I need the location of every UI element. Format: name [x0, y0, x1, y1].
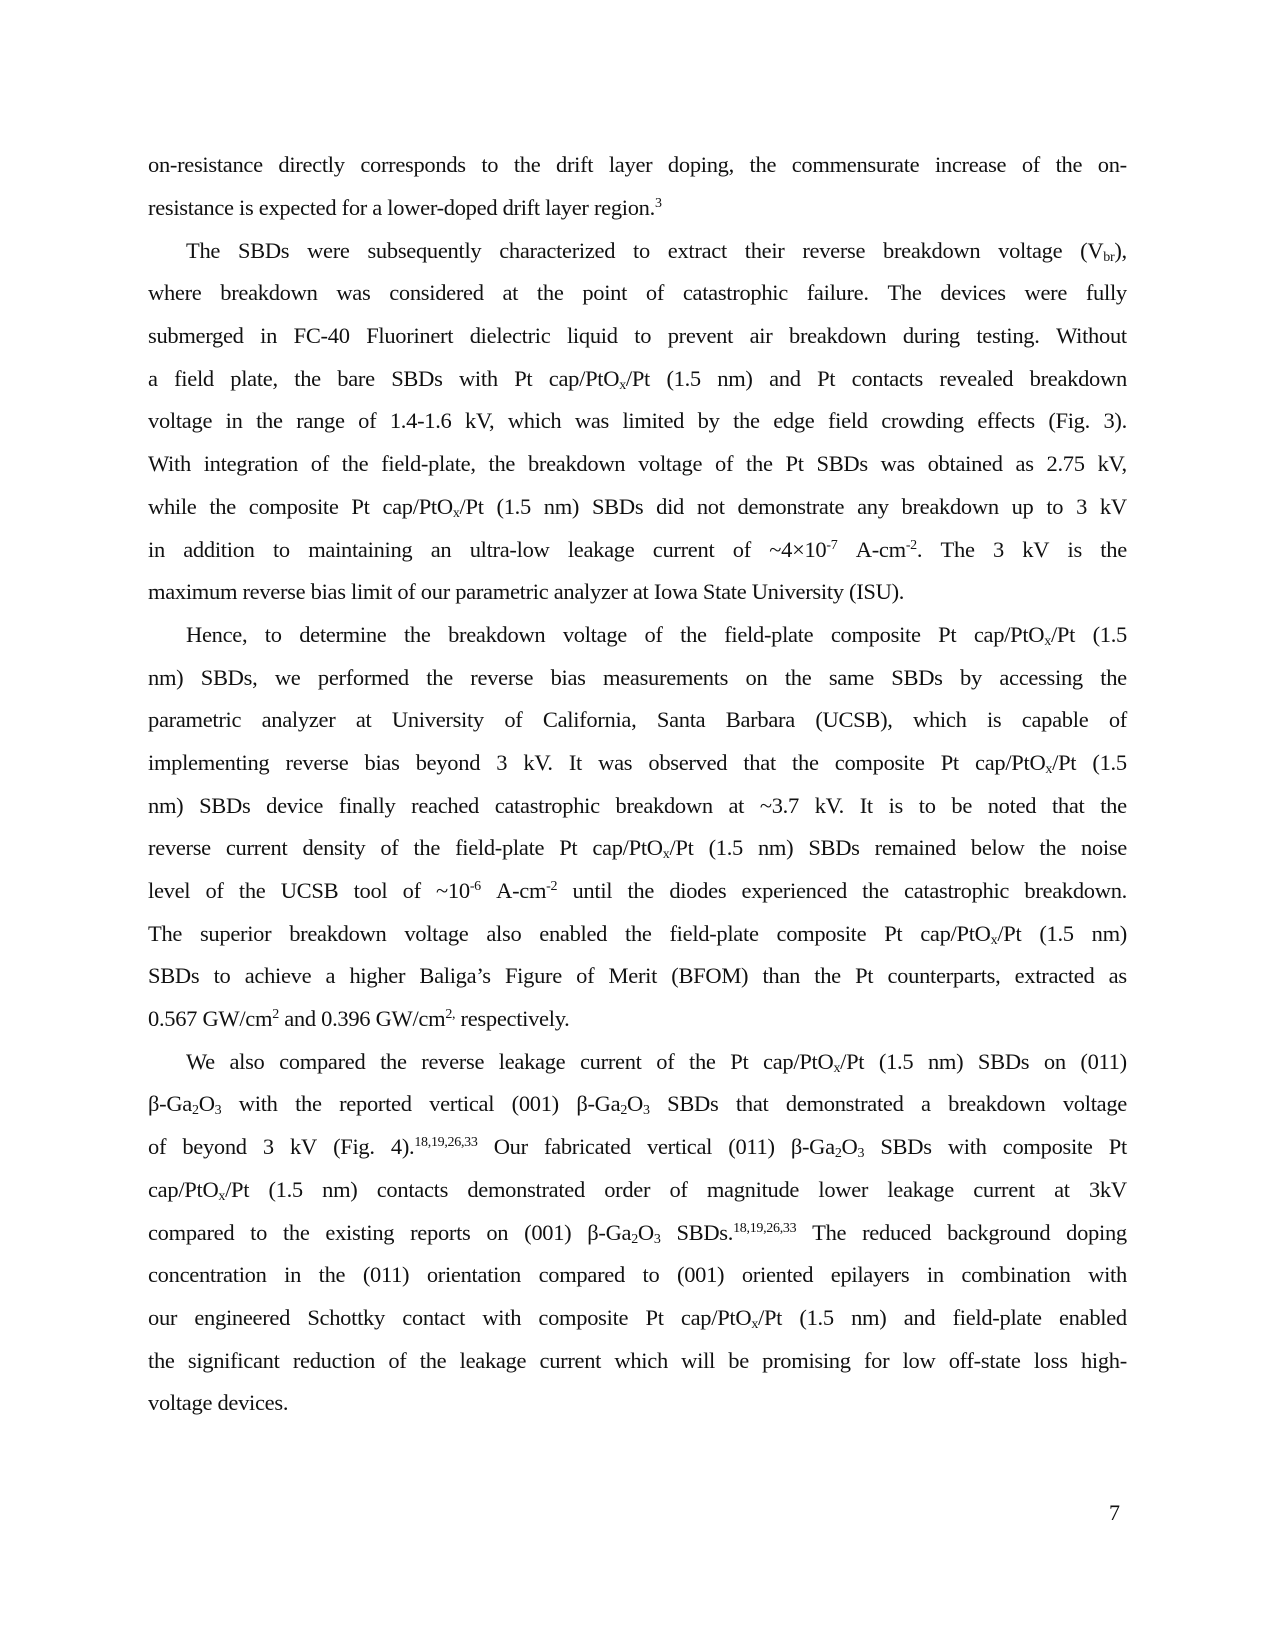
text-line: voltage in the range of 1.4-1.6 kV, which was limited by the edge field crowding effects (Fig. 3). [148, 408, 1127, 434]
paragraph-ucsb-measurement [148, 614, 1127, 1041]
text-line: concentration in the (011) orientation compared to (001) oriented epilayers in combination with [148, 1262, 1127, 1288]
text-line: We also compared the reverse leakage current of the Pt cap/PtO$_x$/Pt (1.5 nm) SBDs on (011) [186, 1048, 1127, 1076]
text-line: cap/PtO$_x$/Pt (1.5 nm) contacts demonstrated order of magnitude lower leakage current at 3kV [148, 1176, 1127, 1204]
text-line: voltage devices. [148, 1390, 289, 1416]
text-line: while the composite Pt cap/PtO$_x$/Pt (1.5 nm) SBDs did not demonstrate any breakdown up to 3 kV [148, 493, 1127, 521]
text-line: in addition to maintaining an ultra-low leakage current of $\sim 4\times 10^{-7}$ $A-cm^{-2}$. The 3 kV is the [148, 536, 1127, 562]
text-line: maximum reverse bias limit of our parametric analyzer at Iowa State University (ISU). [148, 579, 905, 605]
text-line: nm) SBDs, we performed the reverse bias measurements on the same SBDs by accessing the [148, 664, 1127, 690]
page-number: 7 [1109, 1500, 1120, 1525]
text-line: With integration of the field-plate, the breakdown voltage of the Pt SBDs was obtained as 2.75 kV, [148, 451, 1127, 477]
text-line: implementing reverse bias beyond 3 kV. It was observed that the composite Pt cap/PtO$_x$/Pt (1.5 [148, 749, 1127, 777]
text-line: 0.567 $GW/cm^2$ and 0.396 $GW/cm^{2,}$ respectively. [148, 1006, 570, 1032]
paragraph-continuation [148, 144, 1127, 229]
text-line: submerged in FC-40 Fluorinert dielectric liquid to prevent air breakdown during testing. Without [148, 323, 1127, 349]
text-line: parametric analyzer at University of California, Santa Barbara (UCSB), which is capable of [148, 707, 1127, 733]
text-line: nm) SBDs device finally reached catastrophic breakdown at ~3.7 kV. It is to be noted that the [148, 792, 1127, 818]
text-line: $\beta-Ga_2O_3$ with the reported vertical (001) $\beta-Ga_2O_3$ SBDs that demonstrated a breakdown voltage [148, 1091, 1127, 1119]
text-line: of beyond 3 kV (Fig. 4).$^{18,19,26,33}$ Our fabricated vertical (011) $\beta-Ga_2O_3$ SBDs with composite Pt [148, 1134, 1127, 1162]
paragraph-leakage-comparison [148, 1040, 1127, 1424]
text-line: our engineered Schottky contact with composite Pt cap/PtO$_x$/Pt (1.5 nm) and field-plate enabled [148, 1304, 1127, 1332]
text-line: a field plate, the bare SBDs with Pt cap/PtO$_x$/Pt (1.5 nm) and Pt contacts revealed breakdown [148, 365, 1127, 393]
text-line: The superior breakdown voltage also enabled the field-plate composite Pt cap/PtO$_x$/Pt (1.5 nm) [148, 920, 1127, 948]
body-text [148, 144, 1127, 1425]
text-line: level of the UCSB tool of $\sim 10^{-6}$ $A-cm^{-2}$ until the diodes experienced the catastrophic breakdown. [148, 878, 1127, 904]
paragraph-breakdown-voltage [148, 229, 1127, 613]
text-line: resistance is expected for a lower-doped drift layer region.$^3$ [148, 195, 662, 221]
text-line: on-resistance directly corresponds to the drift layer doping, the commensurate increase of the on- [148, 152, 1127, 178]
text-line: compared to the existing reports on (001) $\beta-Ga_2O_3$ SBDs.$^{18,19,26,33}$ The reduced background doping [148, 1219, 1127, 1247]
text-line: Hence, to determine the breakdown voltage of the field-plate composite Pt cap/PtO$_x$/Pt (1.5 [186, 621, 1127, 649]
text-line: The SBDs were subsequently characterized to extract their reverse breakdown voltage $(V_{br})$, [186, 237, 1127, 265]
text-line: where breakdown was considered at the point of catastrophic failure. The devices were fully [148, 280, 1127, 306]
text-line: SBDs to achieve a higher Baliga’s Figure of Merit (BFOM) than the Pt counterparts, extracted as [148, 963, 1127, 989]
text-line: the significant reduction of the leakage current which will be promising for low off-state loss high- [148, 1347, 1127, 1373]
text-line: reverse current density of the field-plate Pt cap/PtO$_x$/Pt (1.5 nm) SBDs remained below the noise [148, 835, 1127, 863]
